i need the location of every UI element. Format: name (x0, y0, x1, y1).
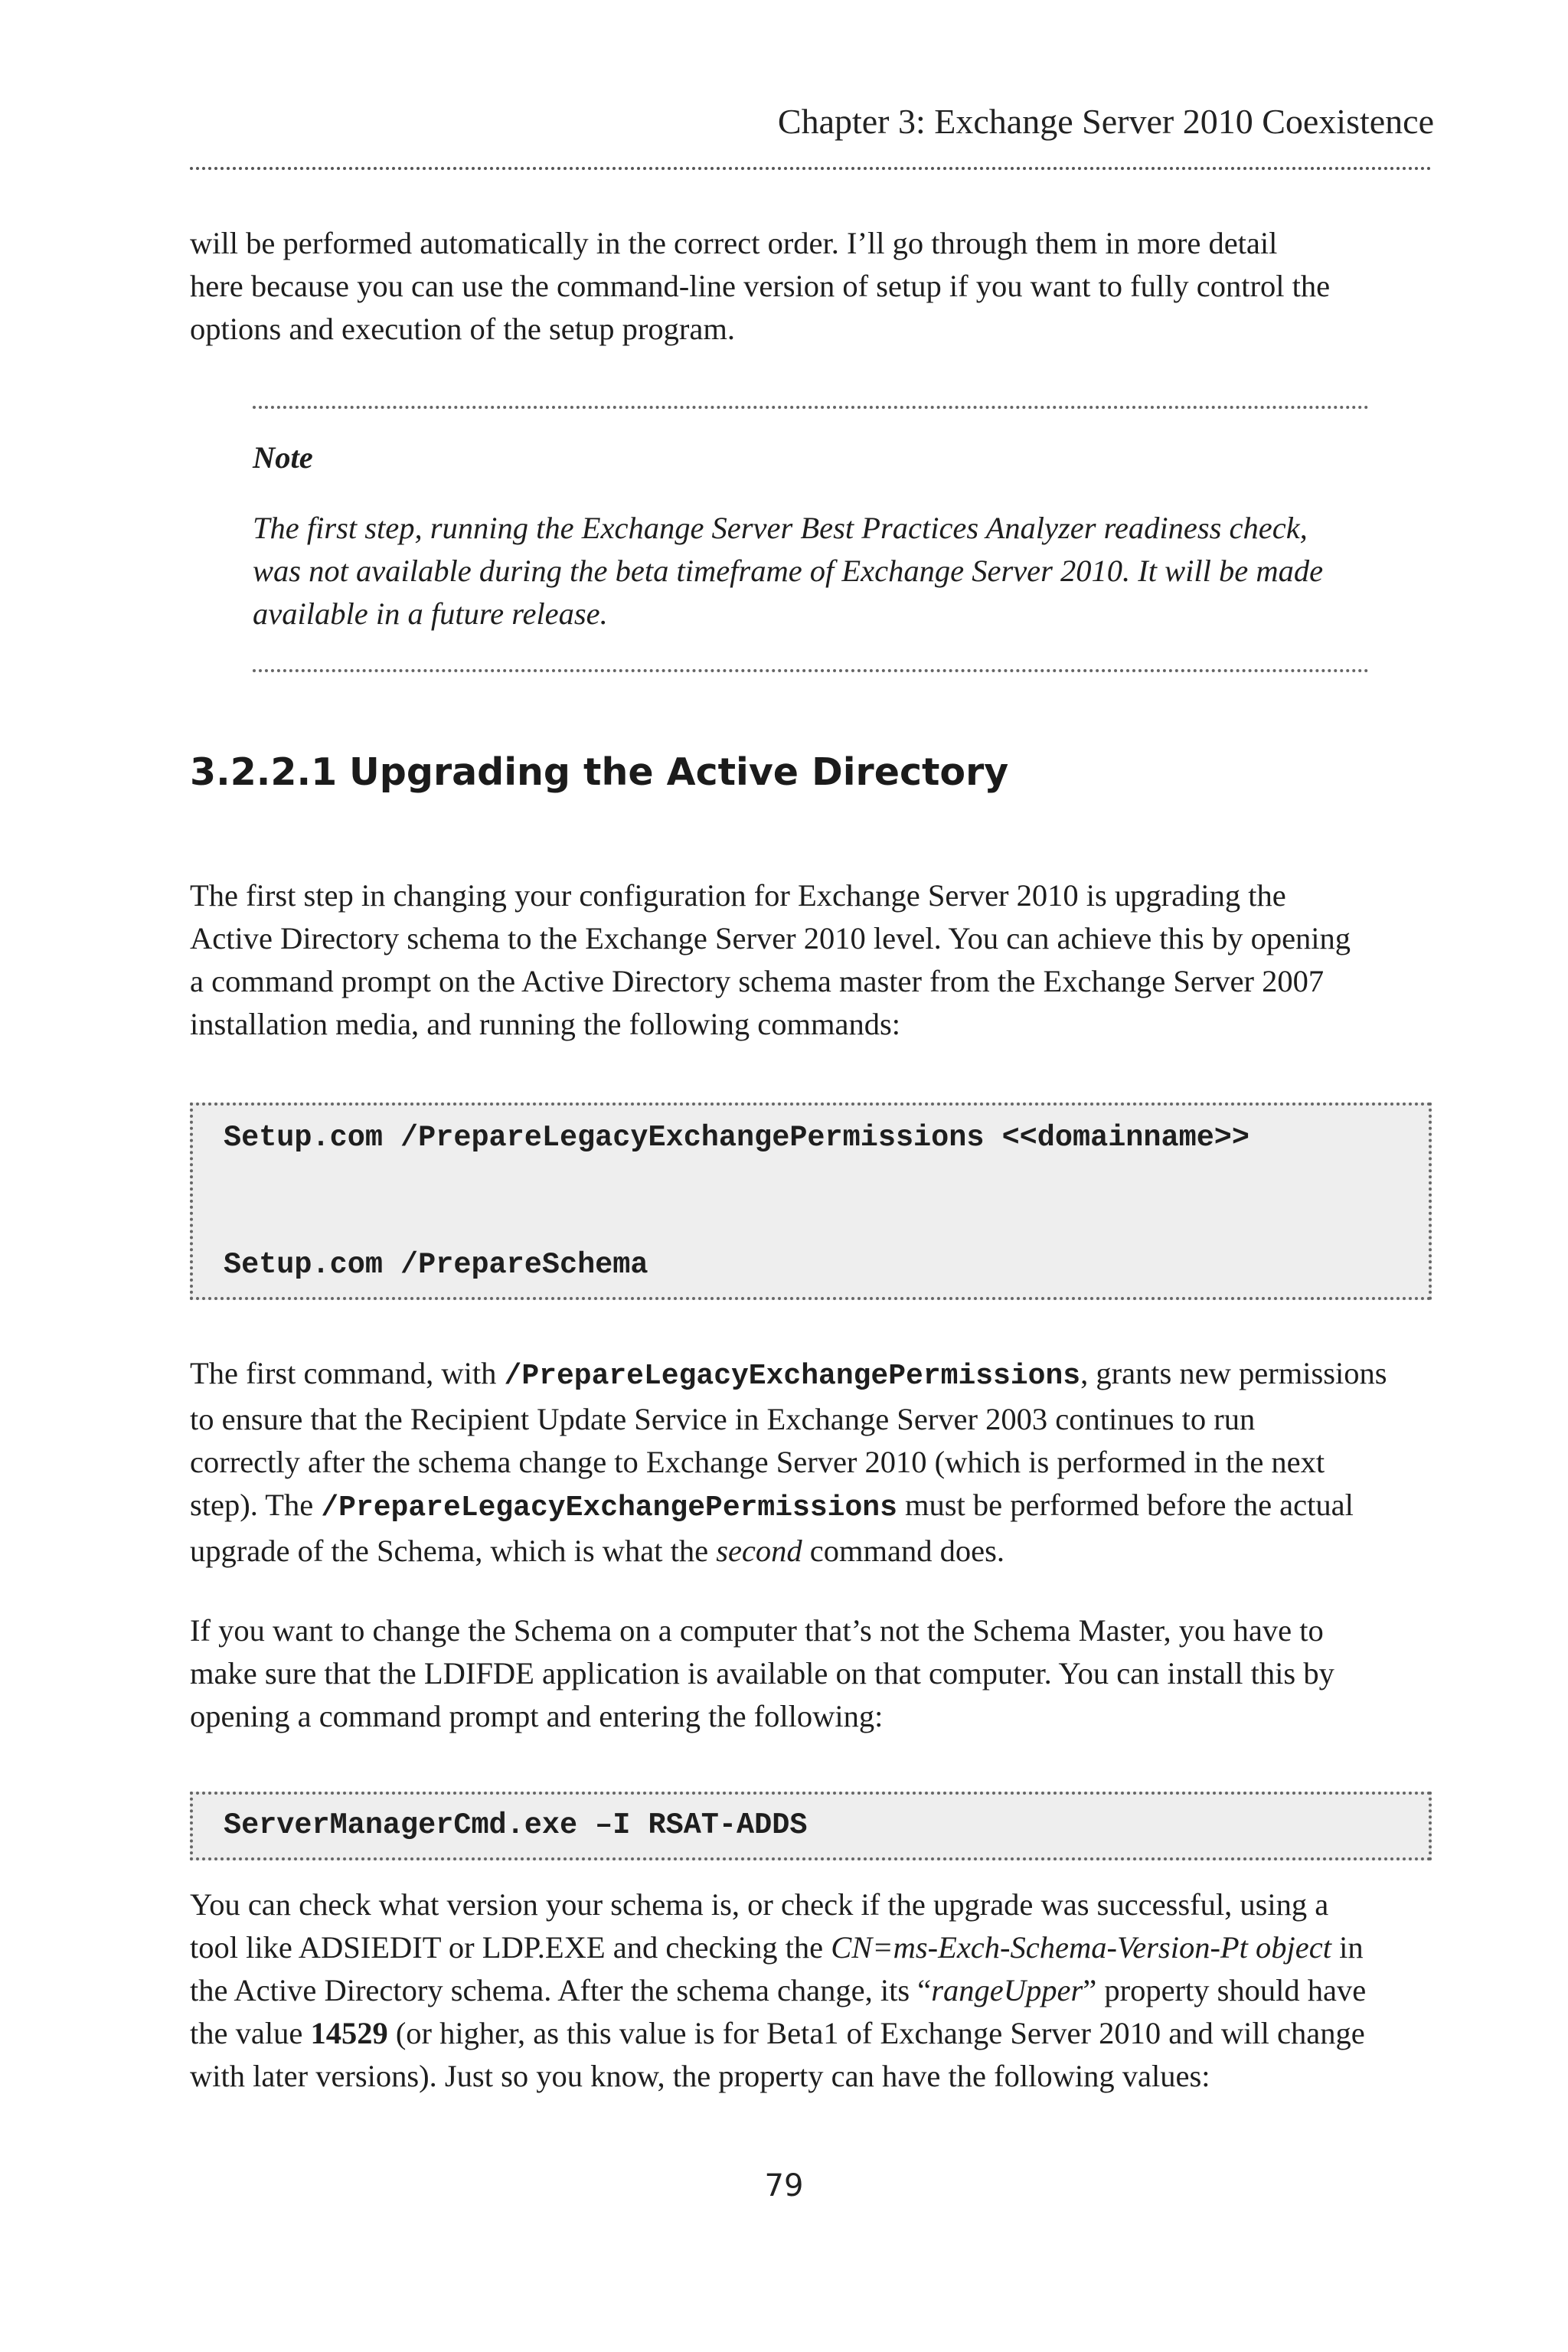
text-span: upgrade of the Schema, which is what the (190, 1534, 717, 1568)
text-span: the Active Directory schema. After the schema change, its “ (190, 1973, 932, 2007)
page-number: 79 (764, 2168, 804, 2203)
code-block (190, 1792, 1432, 1860)
intro-paragraph (190, 222, 1446, 351)
code-line: Setup.com /PrepareSchema (224, 1248, 648, 1282)
code-line: Setup.com /PrepareLegacyExchangePermissions <<domainname>> (224, 1121, 1250, 1155)
text-line: The first step, running the Exchange Server Best Practices Analyzer readiness check, (253, 511, 1308, 545)
body-paragraph (190, 874, 1446, 1046)
note-box (253, 406, 1369, 672)
body-paragraph (190, 1352, 1446, 1573)
text-span: The first command, with (190, 1356, 505, 1390)
note-title: Note (253, 440, 313, 475)
text-line: options and execution of the setup program. (190, 312, 735, 346)
text-line: opening a command prompt and entering the following: (190, 1699, 884, 1733)
text-line: a command prompt on the Active Directory schema master from the Exchange Server 2007 (190, 964, 1325, 998)
emphasis: rangeUpper (931, 1973, 1083, 2007)
running-head: Chapter 3: Exchange Server 2010 Coexistence (777, 102, 1434, 141)
text-line: If you want to change the Schema on a computer that’s not the Schema Master, you have to (190, 1613, 1324, 1648)
emphasis: CN=ms-Exch-Schema-Version-Pt object (831, 1930, 1332, 1965)
section-heading (190, 750, 1008, 794)
header-rule (190, 167, 1432, 170)
text-line: here because you can use the command-line version of setup if you want to fully control the (190, 269, 1331, 303)
body-paragraph (190, 1609, 1446, 1738)
note-body (253, 507, 1369, 635)
text-line: correctly after the schema change to Exchange Server 2010 (which is performed in the next (190, 1445, 1325, 1479)
text-line: You can check what version your schema is, or check if the upgrade was successful, using a (190, 1887, 1329, 1922)
body-paragraph (190, 1883, 1446, 2098)
text-span: , grants new permissions (1080, 1356, 1387, 1390)
code-block (190, 1102, 1432, 1300)
text-span: the value (190, 2016, 311, 2050)
inline-code: /PrepareLegacyExchangePermissions (321, 1491, 897, 1524)
text-span: command does. (802, 1534, 1004, 1568)
inline-code: /PrepareLegacyExchangePermissions (504, 1360, 1081, 1393)
section-title: Upgrading the Active Directory (349, 750, 1009, 794)
text-span: tool like ADSIEDIT or LDP.EXE and checking the (190, 1930, 831, 1965)
code-line: ServerManagerCmd.exe –I RSAT-ADDS (224, 1808, 808, 1842)
text-line: available in a future release. (253, 596, 608, 631)
bold-value: 14529 (310, 2016, 388, 2050)
text-line: was not available during the beta timeframe of Exchange Server 2010. It will be made (253, 554, 1324, 588)
emphasis: second (716, 1534, 802, 1568)
text-line: will be performed automatically in the correct order. I’ll go through them in more detail (190, 226, 1278, 260)
text-span: ” property should have (1083, 1973, 1367, 2007)
text-line: make sure that the LDIFDE application is available on that computer. You can install this by (190, 1656, 1334, 1690)
text-line: Active Directory schema to the Exchange Server 2010 level. You can achieve this by opening (190, 921, 1351, 956)
text-line: with later versions). Just so you know, the property can have the following values: (190, 2059, 1210, 2093)
text-line: The first step in changing your configuration for Exchange Server 2010 is upgrading the (190, 878, 1286, 913)
text-line: installation media, and running the following commands: (190, 1007, 900, 1041)
text-span: in (1331, 1930, 1364, 1965)
text-span: must be performed before the actual (897, 1488, 1354, 1522)
section-number: 3.2.2.1 (190, 750, 338, 794)
text-span: step). The (190, 1488, 322, 1522)
text-line: to ensure that the Recipient Update Service in Exchange Server 2003 continues to run (190, 1402, 1256, 1436)
text-span: (or higher, as this value is for Beta1 of Exchange Server 2010 and will change (387, 2016, 1365, 2050)
